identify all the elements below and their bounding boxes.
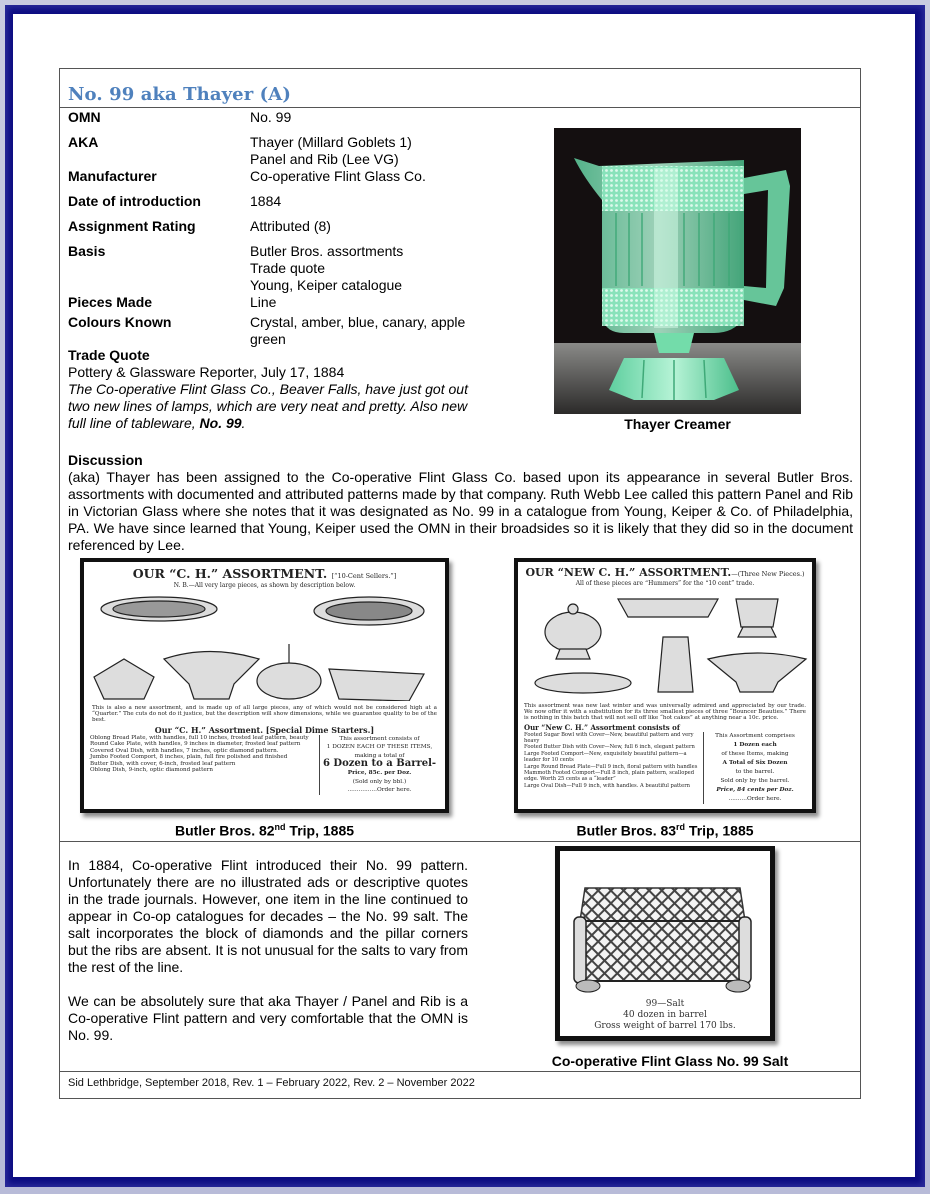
ad-list-heading: Our “New C. H.” Assortment consists of — [524, 722, 680, 732]
field-label: Manufacturer — [68, 168, 157, 184]
quote-bold: No. 99 — [199, 415, 242, 431]
ad-paragraph: This is also a new assortment, and is made up of all large pieces, any of which would not be considered high at a “Quarter.” The cuts do not do it justice, but the description will show dimensions, while we guarantee quality to be of the best. — [92, 705, 437, 724]
ad-list-heading: Our “C. H.” Assortment. [Special Dime Starters.] — [154, 724, 375, 735]
ad-price-line: Price, 85c. per Doz. — [347, 769, 412, 776]
discussion-text: (aka) Thayer has been assigned to the Co-operative Flint Glass Co. based upon its appearance in several Butler Bros. assortments with documented and attributed patterns made by that company. Ruth Webb Lee called this pattern Panel and Rib in Victorian Glass where she notes that it was designated as No. 99 in a catalogue from Young, Keiper & Co. of Philadelphia, PA. We have since learned that Young, Keiper used the OMN in their broadsides so it is likely that they did so in the document referenced by Lee. — [68, 469, 853, 553]
title-divider — [59, 107, 861, 108]
ad-title-text: OUR “NEW C. H.” ASSORTMENT. — [525, 566, 732, 579]
basis-value: Young, Keiper catalogue — [250, 277, 403, 293]
trade-quote — [68, 347, 478, 432]
field-value: No. 99 — [250, 109, 292, 125]
ad-item: Round Cake Plate, with handles, 9 inches in diameter, frosted leaf pattern — [90, 741, 301, 748]
ad-item: Oblong Bread Plate, with handles, full 10 inches, frosted leaf pattern, beauty — [90, 734, 309, 741]
salt-line: 40 dozen in barrel — [623, 1010, 707, 1020]
ad-body — [90, 735, 439, 795]
glassware-illustration-icon — [84, 589, 445, 701]
ad-item: Large Oval Dish—Full 9 inch, with handles. A beautiful pattern — [524, 782, 691, 789]
footer-divider — [59, 1071, 861, 1072]
ad-item: Large Footed Comport—New, exquisitely beautiful pattern—a leader for 10 cents — [524, 750, 687, 764]
ad-item: Mammoth Footed Comport—Full 8 inch, plain pattern, scalloped edge. Worth 25 cents as a “leader” — [524, 770, 695, 783]
salt-catalogue-image — [555, 846, 775, 1041]
ad-price-line: 6 Dozen to a Barrel- — [322, 758, 437, 770]
ad-item-list — [524, 732, 704, 804]
ad-price-box — [320, 735, 439, 795]
ad-price-line: ................Order here. — [347, 787, 412, 794]
field-value — [250, 134, 500, 168]
field-label: AKA — [68, 134, 99, 150]
ad-price-line: A Total of Six Dozen — [722, 759, 788, 766]
field-value: Line — [250, 294, 277, 310]
conclusion-paragraph-1: In 1884, Co-operative Flint introduced their No. 99 pattern. Unfortunately there are no illustrated ads or descriptive quotes in the trade journals. However, one item in the line continued to appear in Co-op catalogues for decades – the No. 99 salt. The salt incorporates the block of diamonds and the pillar corners but the ribs are absent. It is not unusual for the salts to vary from the rest of the line. — [68, 857, 468, 975]
salt-line: Gross weight of barrel 170 lbs. — [594, 1021, 736, 1031]
creamer-glass-icon — [554, 128, 801, 414]
trade-quote-source: Pottery & Glassware Reporter, July 17, 1884 — [68, 364, 345, 380]
ad-82nd-caption — [80, 822, 449, 839]
caption-text: Butler Bros. 83 — [576, 822, 677, 839]
paragraph-spacer — [68, 976, 468, 993]
field-value — [250, 243, 500, 294]
ad-paragraph: This assortment was new last winter and was universally admired and appreciated by our trade. We now offer it with a substitution for its three smallest pieces of three “Bouncer Beauties.” There is nothing in this batch that will not sell off like “hot cakes” at anything near a 10c. price. — [524, 703, 806, 722]
field-value: Crystal, amber, blue, canary, apple green — [250, 314, 466, 347]
caption-end: Trip, 1885 — [685, 822, 754, 839]
glassware-illustration-icon — [518, 587, 812, 699]
trade-quote-heading: Trade Quote — [68, 347, 150, 363]
ad-price-line: making a total of — [354, 752, 405, 759]
ad-price-line: of these Items, making — [721, 750, 789, 757]
ad-item: Butter Dish, with cover, 6-inch, frosted leaf pattern — [90, 760, 236, 767]
section-divider — [59, 841, 861, 842]
ad-price-line: This Assortment comprises — [715, 732, 795, 739]
ad-title — [84, 566, 445, 581]
ad-title-note: [“10-Cent Sellers.”] — [331, 572, 397, 580]
salt-catalogue-text — [560, 999, 770, 1032]
ad-price-box — [704, 732, 806, 804]
salt-caption: Co-operative Flint Glass No. 99 Salt — [551, 1053, 789, 1069]
ad-item: Large Round Bread Plate—Full 9 inch, floral pattern with handles — [524, 763, 698, 770]
caption-text: Butler Bros. 82 — [174, 822, 275, 839]
discussion-section — [68, 452, 853, 554]
ad-body — [524, 732, 806, 804]
salt-dish-illustration-icon — [560, 851, 770, 996]
field-label: Assignment Rating — [68, 218, 196, 234]
conclusion-paragraph-2: We can be absolutely sure that aka Thayer / Panel and Rib is a Co-operative Flint pattern and very comfortable that the OMN is No. 99. — [68, 993, 468, 1043]
butler-83rd-ad — [514, 558, 816, 813]
caption-sup: rd — [676, 822, 686, 832]
ad-price-line: Price, 84 cents per Doz. — [716, 786, 794, 793]
discussion-heading: Discussion — [68, 452, 143, 468]
ad-price-line: 1 Dozen each — [733, 741, 777, 748]
trade-quote-text — [68, 381, 478, 432]
ad-item: Jumbo Footed Comport, 8 inches, plain, full fire polished and finished — [90, 754, 288, 761]
field-label: Date of introduction — [68, 193, 201, 209]
field-value: 1884 — [250, 193, 282, 209]
field-label: Basis — [68, 243, 106, 259]
ad-price-line: to the barrel. — [735, 768, 775, 775]
field-value: Attributed (8) — [250, 218, 331, 234]
ad-subtitle: N. B.—All very large pieces, as shown by description below. — [173, 582, 356, 589]
field-label: OMN — [68, 109, 101, 125]
field-label: Pieces Made — [68, 294, 153, 310]
conclusion-section — [68, 857, 468, 1044]
ad-price-line: This assortment consists of — [339, 735, 420, 742]
ad-price-line: Sold only by the barrel. — [720, 777, 790, 784]
ad-title — [518, 566, 812, 579]
field-value: Co-operative Flint Glass Co. — [250, 168, 426, 184]
butler-82nd-ad — [80, 558, 449, 813]
ad-item: Footed Butter Dish with Cover—New, full 6 inch, elegant pattern — [524, 744, 695, 751]
ad-price-line: (Sold only by bbl.) — [352, 778, 407, 785]
ad-price-line: 1 DOZEN EACH OF THESE ITEMS, — [326, 744, 433, 751]
ad-subtitle: All of these pieces are “Hummers” for the “10 cent” trade. — [575, 580, 755, 587]
aka-value: Thayer (Millard Goblets 1) — [250, 134, 412, 150]
ad-83rd-caption — [514, 822, 816, 839]
quote-end: . — [241, 415, 246, 431]
aka-value: Panel and Rib (Lee VG) — [250, 151, 399, 167]
footer-credit: Sid Lethbridge, September 2018, Rev. 1 – February 2022, Rev. 2 – November 2022 — [68, 1077, 475, 1089]
ad-item-list — [90, 735, 320, 795]
ad-item: Covered Oval Dish, with handles, 7 inches, optic diamond pattern. — [90, 747, 279, 754]
page-title: No. 99 aka Thayer (A) — [68, 84, 291, 105]
ad-item: Footed Sugar Bowl with Cover—New, beautiful pattern and very heavy — [524, 731, 694, 745]
creamer-caption: Thayer Creamer — [624, 416, 731, 432]
basis-value: Trade quote — [250, 260, 325, 276]
field-label: Colours Known — [68, 314, 172, 330]
ad-title-text: OUR “C. H.” ASSORTMENT. — [132, 566, 328, 581]
salt-line: 99—Salt — [645, 999, 685, 1009]
caption-sup: nd — [274, 822, 286, 832]
ad-price-line: ..........Order here. — [728, 795, 782, 802]
basis-value: Butler Bros. assortments — [250, 243, 404, 259]
quote-body: The Co-operative Flint Glass Co., Beaver Falls, have just got out two new lines of lamps, which are very neat and pretty. Also new full line of tableware, — [68, 381, 468, 431]
creamer-photo — [554, 128, 801, 414]
caption-end: Trip, 1885 — [285, 822, 355, 839]
ad-title-note: —(Three New Pieces.) — [731, 570, 805, 578]
ad-item: Oblong Dish, 9-inch, optic diamond pattern — [90, 767, 213, 774]
